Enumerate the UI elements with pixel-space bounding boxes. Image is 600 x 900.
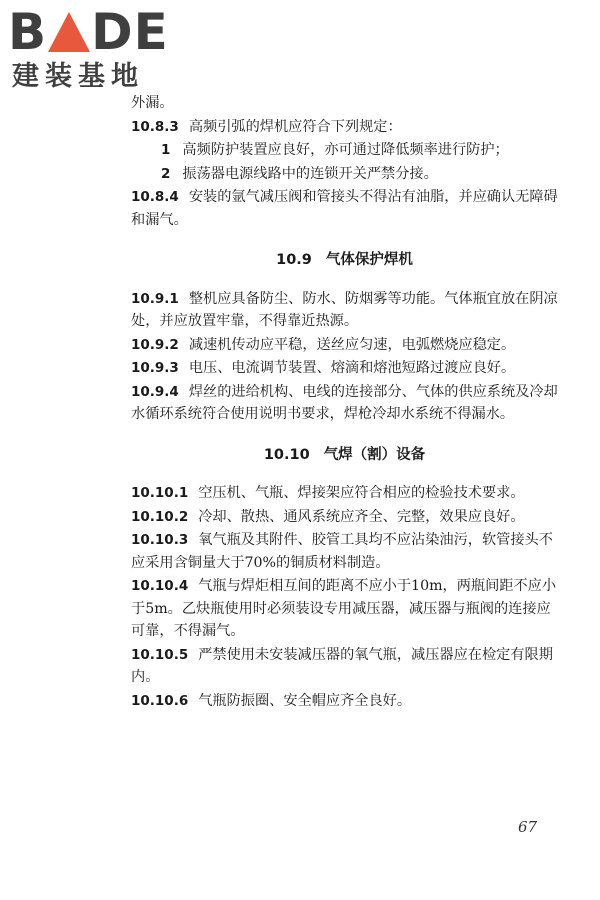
section-heading-10-10	[131, 444, 558, 467]
clause-text: 高频引弧的焊机应符合下列规定：	[188, 118, 402, 135]
section-title: 气体保护焊机	[325, 252, 413, 268]
document-body	[131, 92, 558, 713]
clause-number: 10.9.3	[131, 360, 179, 376]
clause-10-10-3	[131, 529, 558, 574]
logo-subtitle: 建装基地	[12, 61, 144, 92]
clause-10-10-2	[131, 506, 558, 529]
logo-triangle-icon	[48, 12, 90, 52]
clause-10-9-2	[131, 334, 558, 357]
clause-number: 10.9.4	[131, 383, 179, 400]
logo-letter-b: B	[8, 3, 48, 61]
clause-number: 10.8.3	[131, 118, 179, 135]
clause-10-8-3	[131, 116, 558, 139]
item-number: 2	[161, 165, 171, 182]
clause-number: 10.10.4	[131, 578, 189, 594]
clause-10-8-4	[131, 186, 558, 231]
clause-text: 冷却、散热、通风系统应齐全、完整，效果应良好。	[198, 508, 525, 525]
clause-10-10-5	[131, 644, 558, 689]
clause-text: 整机应具备防尘、防水、防烟雾等功能。气体瓶宜放在阴凉处，并应放置牢靠，不得靠近热源。	[131, 290, 558, 329]
item-number: 1	[161, 142, 171, 158]
clause-10-9-3	[131, 357, 558, 380]
clause-number: 10.10.3	[131, 532, 189, 548]
logo-letters-de: DE	[91, 3, 169, 61]
clause-10-10-1	[131, 482, 558, 505]
clause-text: 严禁使用未安装减压器的氧气瓶，减压器应在检定有限期内。	[131, 646, 553, 685]
clause-number: 10.10.2	[131, 508, 189, 525]
clause-number: 10.9.2	[131, 336, 179, 353]
list-item	[131, 139, 558, 162]
clause-number: 10.10.1	[131, 485, 189, 501]
bade-logo	[8, 4, 178, 96]
logo-wordmark	[8, 3, 169, 61]
clause-number: 10.8.4	[131, 189, 179, 205]
clause-text: 电压、电流调节装置、熔滴和熔池短路过渡应良好。	[188, 360, 516, 376]
clause-10-10-4	[131, 575, 558, 643]
clause-10-9-4	[131, 381, 558, 426]
section-heading-10-9	[131, 249, 558, 272]
clause-10-9-1	[131, 288, 558, 333]
clause-number: 10.9.1	[131, 290, 179, 307]
clause-number: 10.10.6	[131, 692, 189, 709]
clause-text: 气瓶与焊炬相互间的距离不应小于10m，两瓶间距不应小于5m。乙炔瓶使用时必须装设专用减压器，减压器与瓶阀的连接应可靠，不得漏气。	[131, 578, 557, 639]
section-number: 10.9	[276, 252, 312, 268]
item-text: 振荡器电源线路中的连锁开关严禁分接。	[182, 165, 438, 182]
section-title: 气焊（割）设备	[323, 446, 426, 463]
clause-text: 减速机传动应平稳，送丝应匀速，电弧燃烧应稳定。	[188, 336, 516, 353]
clause-10-10-6	[131, 690, 558, 713]
clause-text: 气瓶防振圈、安全帽应齐全良好。	[198, 692, 412, 709]
clause-text: 焊丝的进给机构、电线的连接部分、气体的供应系统及冷却水循环系统符合使用说明书要求，焊枪冷却水系统不得漏水。	[131, 383, 558, 422]
item-text: 高频防护装置应良好，亦可通过降低频率进行防护；	[182, 142, 509, 158]
section-number: 10.10	[263, 446, 310, 463]
clause-text: 安装的氩气减压阀和管接头不得沾有油脂，并应确认无障碍和漏气。	[131, 189, 558, 228]
clause-text: 氧气瓶及其附件、胶管工具均不应沾染油污，软管接头不应采用含铜量大于70%的铜质材料制造。	[131, 532, 553, 571]
page-number: 67	[518, 818, 538, 836]
continued-text: 外漏。	[131, 95, 174, 111]
clause-text: 空压机、气瓶、焊接架应符合相应的检验技术要求。	[198, 485, 525, 501]
list-item	[131, 163, 558, 186]
clause-number: 10.10.5	[131, 646, 189, 663]
